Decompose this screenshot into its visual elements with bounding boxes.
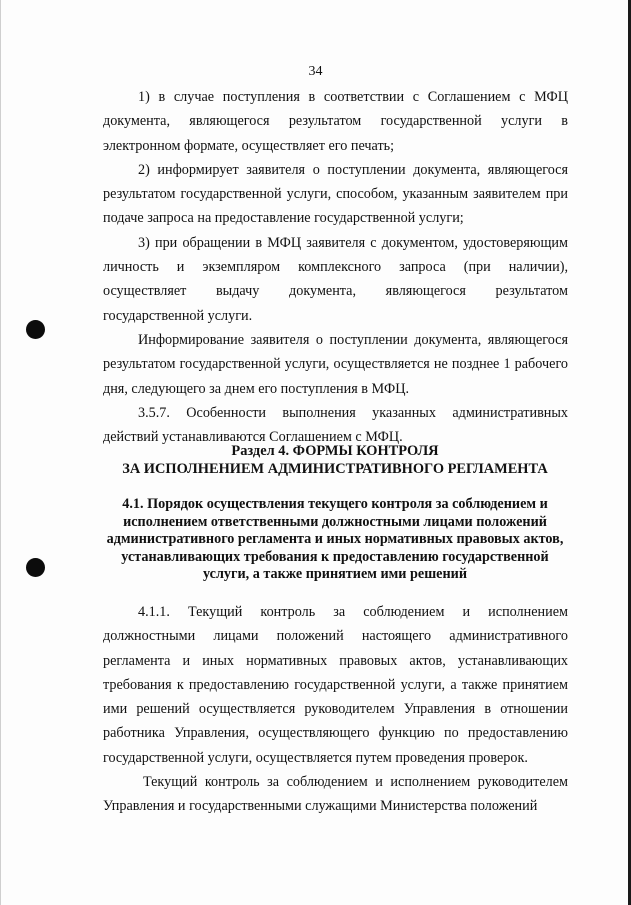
paragraph: Текущий контроль за соблюдением и исполнением руководителем Управления и государственными служащими Министерства положений [103, 774, 568, 815]
section-heading [100, 443, 570, 478]
paragraph: 2) информирует заявителя о поступлении документа, являющегося результатом государственной услуги, способом, указанным заявителем при подаче запроса на предоставление государственной услуги; [103, 161, 568, 227]
section-heading-line: Раздел 4. ФОРМЫ КОНТРОЛЯ [231, 443, 439, 459]
body-text-bottom [103, 600, 568, 819]
subsection-heading: 4.1. Порядок осуществления текущего контроля за соблюдением и исполнением ответственными должностными лицами положений административного регламента и иных нормативных правовых актов, устанавливающих требования к предоставлению государственной услуги, а также принятием ими решений [106, 496, 564, 582]
paragraph: 4.1.1. Текущий контроль за соблюдением и исполнением должностными лицами положений настоящего административного регламента и иных нормативных правовых актов, устанавливающих требования к предоставлению государственной услуги, а также принятием ими решений осуществляется руководителем Управления в отношении работника Управления, осуществляющего функцию по предоставлению государственной услуги, осуществляется путем проведения проверок. [103, 604, 568, 766]
body-text-top [103, 85, 568, 449]
paragraph: 3) при обращении в МФЦ заявителя с документом, удостоверяющим личность и экземпляром комплексного запроса (при наличии), осуществляет выдачу документа, являющегося результатом государственной услуги. [103, 234, 568, 324]
paragraph: Информирование заявителя о поступлении документа, являющегося результатом государственной услуги, осуществляется не позднее 1 рабочего дня, следующего за днем его поступления в МФЦ. [103, 331, 568, 397]
section-heading-line: ЗА ИСПОЛНЕНИЕМ АДМИНИСТРАТИВНОГО РЕГЛАМЕНТА [122, 460, 548, 477]
page-number: 34 [308, 64, 323, 79]
paragraph: 1) в случае поступления в соответствии с Соглашением с МФЦ документа, являющегося результатом государственной услуги в электронном формате, осуществляет его печать; [103, 89, 568, 154]
page-left-edge [0, 0, 1, 905]
paragraph: 3.5.7. Особенности выполнения указанных административных действий устанавливаются Соглашением с МФЦ. [103, 404, 568, 446]
punch-hole-mark [26, 320, 45, 339]
punch-hole-mark [26, 558, 45, 577]
